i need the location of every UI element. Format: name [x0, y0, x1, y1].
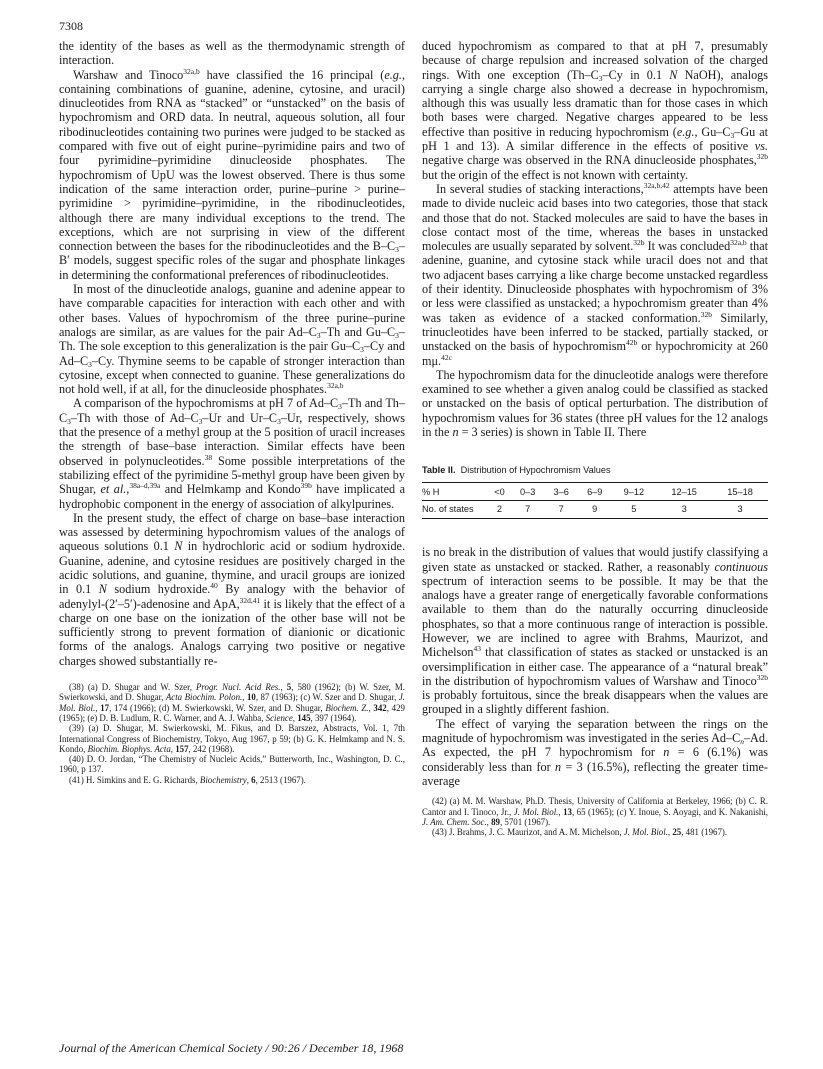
paragraph: the identity of the bases as well as the thermodynamic strength of interaction.: [59, 39, 405, 68]
table-title: Distribution of Hypochromism Values: [460, 465, 611, 476]
footnotes-right: [422, 796, 768, 837]
count-cell: 2: [488, 500, 511, 518]
row-label: % H: [422, 482, 488, 500]
footnote-42: (42) (a) M. M. Warshaw, Ph.D. Thesis, University of California at Berkeley, 1966; (b) C. R. Cantor and I. Tinoco, Jr., J. Mol. Biol., 13, 65 (1965); (c) Y. Inoue, S. Aoyagi, and K. Nakanishi, J. Am. Chem. Soc., 89, 5701 (1967).: [422, 796, 769, 827]
range-cell: 15–18: [712, 482, 768, 500]
table-ii: [422, 463, 768, 519]
count-cell: 3: [712, 500, 768, 518]
left-column: [59, 39, 405, 785]
count-cell: 9: [578, 500, 612, 518]
count-cell: 5: [612, 500, 657, 518]
page-number: 7308: [59, 19, 83, 33]
range-cell: 0–3: [511, 482, 545, 500]
paragraph: The hypochromism data for the dinucleotide analogs were therefore examined to see whether a given analog could be classified as stacked or unstacked on the basis of optical perturbation. The distribution of hypochromism values for 36 states (three pH values for the 12 analogs in the n = 3 series) is shown in Table II. There: [422, 367, 768, 440]
table-label: Table II.: [422, 465, 456, 476]
paragraph: duced hypochromism as compared to that at pH 7, presumably because of charge repulsion and increased solvation of the charged rings. With one exception ($Th-C_3-Cy$ in 0.1 N NaOH), analogs carrying a single charge also showed a decrease in hypochromism, although this was usually less dramatic than for those cases in which both bases were charged. Negative charges appeared to be less effective than positive in reducing hypochromism (e.g., $Gu-C_3-Gu$ at pH 1 and 13). A similar difference in the effects of positive vs. negative charge was observed in the RNA dinucleoside phosphates,$^{32b}$ but the origin of the effect is not known with certainty.: [422, 39, 769, 182]
right-column: [422, 39, 768, 837]
paragraph: In the present study, the effect of charge on base–base interaction was assessed by determining hypochromism values of the analogs of aqueous solutions 0.1 N in hydrochloric acid or sodium hydroxide. Guanine, adenine, and cytosine residues are positively charged in the acidic solutions, and guanine, thymine, and uracil groups are ionized in 0.1 N sodium hydroxide.$^{40}$ By analogy with the behavior of adenylyl-(2′–5′)-adenosine and ApA,$^{32d,41}$ it is likely that the effect of a charge on one base on the ionization of the other base will not be sufficiently strong to prevent formation of dianionic or dicationic forms of the analogs. Analogs carrying two positive or negative charges showed substantially re-: [59, 510, 406, 668]
range-cell: <0: [488, 482, 511, 500]
range-cell: 6–9: [578, 482, 612, 500]
paragraph: The effect of varying the separation between the rings on the magnitude of hypochromism was investigated in the series $Ad-C_n-Ad$. As expected, the pH 7 hypochromism for n = 6 (6.1%) was considerably less than for n = 3 (16.5%), reflecting the greater time-average: [422, 716, 768, 788]
paragraph: is no break in the distribution of values that would justify classifying a given state as unstacked or stacked. Rather, a reasonably continuous spectrum of interaction seems to be possible. It may be that the analogs have a greater range of energetically favorable conformations available to them than do the naturally occurring dinucleoside phosphates, so that a more continuous range of interaction is possible. However, we are inclined to agree with Brahms, Maurizot, and Michelson$^{43}$ that classification of states as stacked or unstacked is an oversimplification in either case. The appearance of a “natural break” in the distribution of hypochromism values of Warshaw and Tinoco$^{32b}$ is probably fortuitous, since the break disappears when the values are grouped in a slightly different fashion.: [422, 545, 768, 717]
table-header-row: [422, 482, 768, 500]
footnote-40: (40) D. O. Jordan, “The Chemistry of Nucleic Acids,” Butterworth, Inc., Washington, D. C., 1960, p 137.: [59, 754, 405, 775]
footnote-43: (43) J. Brahms, J. C. Maurizot, and A. M. Michelson, J. Mol. Biol., 25, 481 (1967).: [432, 827, 728, 838]
table-row: [422, 500, 768, 518]
footnote-38: (38) (a) D. Shugar and W. Szer, Progr. Nucl. Acid Res., 5, 580 (1962); (b) W. Szer, M. Swierkowski, and D. Shugar, Acta Biochim. Polon., 10, 87 (1963); (c) W. Szer and D. Shugar, J. Mol. Biol., 17, 174 (1966); (d) M. Swierkowski, W. Szer, and D. Shugar, Biochem. Z., 342, 429 (1965); (e) D. B. Ludlum, R. C. Warner, and A. J. Wahba, Science, 145, 397 (1964).: [59, 682, 406, 723]
count-cell: 7: [544, 500, 578, 518]
table-caption: [422, 463, 768, 477]
count-cell: 7: [511, 500, 545, 518]
paragraph: Warshaw and Tinoco$^{32a,b}$ have classified the 16 principal (e.g., containing combinations of guanine, adenine, cytosine, and uracil) dinucleotides from RNA as “stacked” or “unstacked” on the basis of hypochromism and ORD data. In neutral, aqueous solution, all four ribodinucleotides containing two purines were judged to be stacked as compared with five out of eight purine–pyrimidine pairs and two of four pyrimidine–pyrimidine dinucleoside phosphates. The hypochromism of UpU was the lowest observed. There is thus some indication of the same interaction order, purine–purine > purine–pyrimidine > pyrimidine–pyrimidine, in the ribodinucleotides, although there are many individual exceptions to the trend. The exceptions, which are not surprising in view of the different connection between the bases for the ribodinucleotides and the $B-C_3-B'$ models, suggest specific roles of the sugar and phosphate linkages in determining the conformational preferences of ribodinucleotides.: [59, 66, 405, 282]
range-cell: 3–6: [544, 482, 578, 500]
paragraph: In several studies of stacking interactions,$^{32a,b,42}$ attempts have been made to divide nucleic acid bases into two categories, those that stack and those that do not. Stacked molecules are said to have the bases in close contact most of the time, whereas the bases in unstacked molecules are usually separated by solvent.$^{32b}$ It was concluded$^{32a,b}$ that adenine, guanine, and cytosine stack while uracil does not and that two adjacent bases carrying a like charge become unstacked regardless of their identity. Dinucleoside phosphates with hypochromism of 3% or less were classified as unstacked; a hypochromism greater than 4% was taken as evidence of a stacked conformation.$^{32b}$ Similarly, trinucleotides have been inferred to be stacked, partially stacked, or unstacked on the basis of hypochromism$^{42b}$ or hypochromicity at 260 mμ.$^{42c}$: [422, 180, 769, 368]
paragraph: A comparison of the hypochromisms at pH 7 of $Ad-C_3-Th$ and $Th-C_3-Th$ with those of $Ad-C_3-Ur$ and $Ur-C_3-Ur$, respectively, shows that the presence of a methyl group at the 5 position of uracil increases the strength of base–base interaction. Similar effects have been observed in polynucleotides.$^{38}$ Some possible interpretations of the stabilizing effect of the pyrimidine 5-methyl group have been given by Shugar, et al.,$^{38a-d,39a}$ and Helmkamp and Kondo$^{39b}$ have implicated a hydrophobic component in the energy of association of alkylpurines.: [59, 396, 406, 511]
count-cell: 3: [656, 500, 712, 518]
journal-footer: Journal of the American Chemical Society / 90:26 / December 18, 1968: [59, 1041, 404, 1055]
paragraph: In most of the dinucleotide analogs, guanine and adenine appear to have comparable capacities for interaction with each other and with other bases. Values of hypochromism of the three purine–purine analogs are similar, as are values for the pair $Ad-C_3-Th$ and $Gu-C_3-Th$. The sole exception to this generalization is the pair $Gu-C_3-Cy$ and $Ad-C_3-Cy$. Thymine seems to be capable of stronger interaction than cytosine, except when connected to guanine. These generalizations do not hold well, if at all, for the dinucleoside phosphates.$^{32a,b}$: [59, 282, 405, 397]
row-label: No. of states: [422, 500, 488, 518]
range-cell: 12–15: [656, 482, 712, 500]
hypochromism-table: [422, 482, 768, 520]
footnote-41: (41) H. Simkins and E. G. Richards, Biochemistry, 6, 2513 (1967).: [69, 774, 306, 785]
footnote-39: (39) (a) D. Shugar, M. Swierkowski, M. Fikus, and D. Barszez, Abstracts, Vol. 1, 7th International Congress of Biochemistry, Tokyo, Aug 1967, p 59; (b) G. K. Helmkamp and N. S. Kondo, Biochim. Biophys. Acta, 157, 242 (1968).: [59, 723, 405, 754]
footnotes-left: [59, 682, 405, 785]
range-cell: 9–12: [612, 482, 657, 500]
